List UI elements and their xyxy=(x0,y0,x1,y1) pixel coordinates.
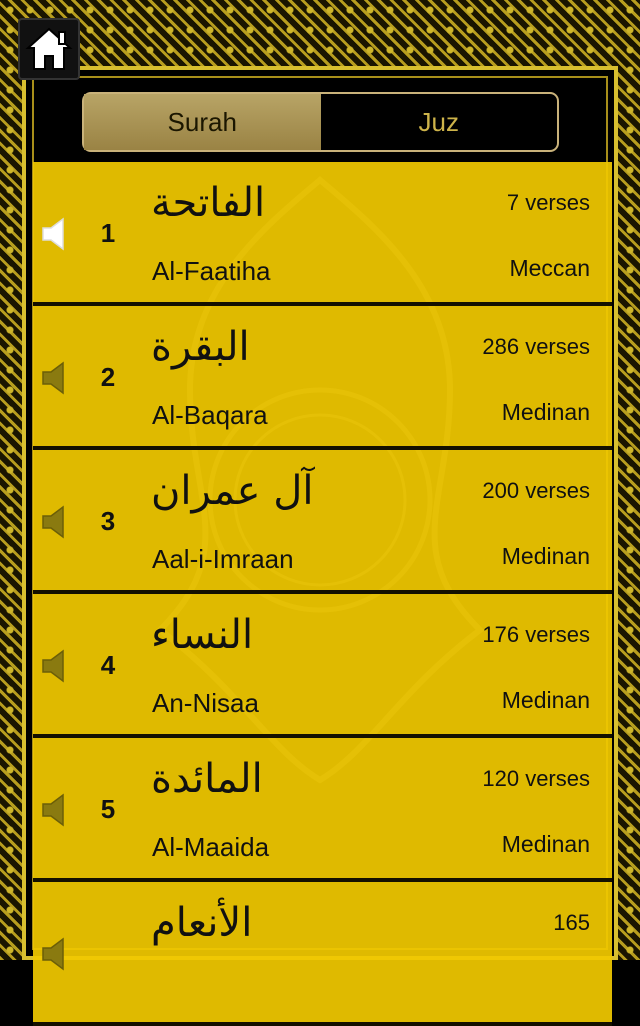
surah-verse-count: 7 verses xyxy=(506,190,590,215)
surah-arabic-name: المائدة xyxy=(151,756,263,802)
surah-verse-count: 200 verses xyxy=(482,478,590,503)
speaker-icon[interactable] xyxy=(41,649,71,683)
surah-number: 4 xyxy=(100,650,116,680)
surah-transliterated-name: An-Nisaa xyxy=(152,688,259,718)
surah-number: 5 xyxy=(100,794,116,824)
surah-list xyxy=(33,162,612,946)
speaker-icon[interactable] xyxy=(41,217,71,251)
tab-surah[interactable]: Surah xyxy=(84,94,321,150)
surah-verse-count: 165 xyxy=(553,910,590,935)
surah-juz-segmented-control xyxy=(82,92,559,152)
surah-revelation-type: Meccan xyxy=(509,255,590,281)
surah-row[interactable] xyxy=(33,162,612,306)
surah-transliterated-name: Al-Faatiha xyxy=(152,256,271,286)
surah-revelation-type: Medinan xyxy=(501,831,590,857)
surah-arabic-name: البقرة xyxy=(151,324,250,370)
surah-number: 3 xyxy=(100,506,116,536)
surah-transliterated-name: Al-Maaida xyxy=(152,832,270,862)
surah-arabic-name: النساء xyxy=(151,612,254,658)
surah-number: 2 xyxy=(100,362,116,392)
surah-row[interactable] xyxy=(33,450,612,594)
home-icon xyxy=(25,26,73,72)
surah-number: 1 xyxy=(100,218,116,248)
surah-verse-count: 120 verses xyxy=(482,766,590,791)
tab-juz[interactable]: Juz xyxy=(418,106,459,137)
surah-verse-count: 286 verses xyxy=(482,334,590,359)
surah-row[interactable] xyxy=(33,306,612,450)
surah-row[interactable] xyxy=(33,738,612,882)
speaker-icon[interactable] xyxy=(41,361,71,395)
speaker-icon[interactable] xyxy=(41,793,71,827)
surah-transliterated-name: Al-Baqara xyxy=(152,400,268,430)
surah-revelation-type: Medinan xyxy=(501,543,590,569)
surah-row[interactable] xyxy=(33,594,612,738)
surah-transliterated-name: Aal-i-Imraan xyxy=(152,544,294,574)
home-button[interactable] xyxy=(18,18,80,80)
surah-arabic-name: الفاتحة xyxy=(151,180,266,226)
speaker-icon[interactable] xyxy=(41,937,71,971)
surah-arabic-name: الأنعام xyxy=(151,900,253,946)
speaker-icon[interactable] xyxy=(41,505,71,539)
surah-row[interactable] xyxy=(33,882,612,1026)
surah-arabic-name: آل عمران xyxy=(151,468,314,514)
surah-revelation-type: Medinan xyxy=(501,399,590,425)
surah-revelation-type: Medinan xyxy=(501,687,590,713)
surah-verse-count: 176 verses xyxy=(482,622,590,647)
